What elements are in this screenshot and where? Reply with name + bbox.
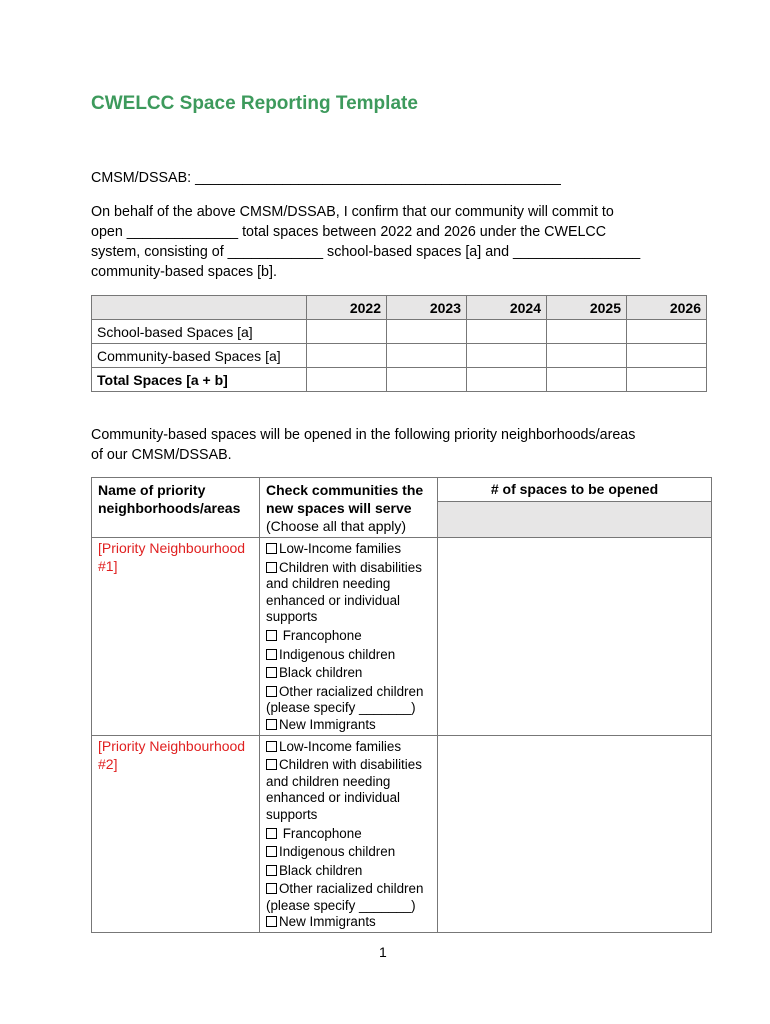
input-cell[interactable] bbox=[467, 320, 547, 344]
spaces-input-cell[interactable] bbox=[438, 735, 712, 933]
checkbox-icon[interactable] bbox=[266, 865, 277, 876]
col-header-spaces: # of spaces to be opened bbox=[438, 478, 712, 502]
checkbox-icon[interactable] bbox=[266, 686, 277, 697]
input-cell[interactable] bbox=[307, 344, 387, 368]
community-options bbox=[260, 735, 438, 933]
checkbox-icon[interactable] bbox=[266, 741, 277, 752]
spaces-input-cell[interactable] bbox=[438, 538, 712, 736]
option-new-immigrants[interactable]: New Immigrants bbox=[266, 717, 431, 734]
input-cell[interactable] bbox=[387, 320, 467, 344]
option-disabilities[interactable]: Children with disabilities and children needing enhanced or individual supports bbox=[266, 757, 422, 822]
input-cell[interactable] bbox=[627, 368, 707, 392]
input-cell[interactable] bbox=[547, 344, 627, 368]
intro-line: system, consisting of ____________ school-based spaces [a] and ________________ bbox=[91, 244, 641, 260]
row-label: School-based Spaces [a] bbox=[92, 320, 307, 344]
neighbourhood-name: [Priority Neighbourhood #2] bbox=[92, 735, 260, 933]
input-cell[interactable] bbox=[467, 344, 547, 368]
checkbox-icon[interactable] bbox=[266, 759, 277, 770]
option-black[interactable]: Black children bbox=[266, 665, 431, 682]
intro-line: open ______________ total spaces between 2022 and 2026 under the CWELCC bbox=[91, 224, 607, 240]
row-label: Community-based Spaces [a] bbox=[92, 344, 307, 368]
priority-intro-line: Community-based spaces will be opened in the following priority neighborhoods/areas bbox=[91, 427, 636, 443]
checkbox-icon[interactable] bbox=[266, 916, 277, 927]
page-title: CWELCC Space Reporting Template bbox=[91, 93, 418, 114]
checkbox-icon[interactable] bbox=[266, 630, 277, 641]
intro-line: community-based spaces [b]. bbox=[91, 264, 277, 280]
option-other-racialized[interactable]: Other racialized children (please specify _______) bbox=[266, 683, 424, 716]
year-header: 2026 bbox=[627, 296, 707, 320]
table-row bbox=[92, 320, 707, 344]
checkbox-icon[interactable] bbox=[266, 667, 277, 678]
input-cell[interactable] bbox=[307, 368, 387, 392]
cmsm-dssab-line: CMSM/DSSAB: ______________________________________________ bbox=[91, 170, 561, 186]
input-cell[interactable] bbox=[467, 368, 547, 392]
spaces-table bbox=[91, 295, 707, 392]
option-black[interactable]: Black children bbox=[266, 863, 431, 880]
input-cell[interactable] bbox=[387, 344, 467, 368]
option-low-income[interactable]: Low-Income families bbox=[266, 739, 431, 756]
year-header: 2022 bbox=[307, 296, 387, 320]
input-cell[interactable] bbox=[627, 344, 707, 368]
year-header: 2024 bbox=[467, 296, 547, 320]
input-cell[interactable] bbox=[547, 320, 627, 344]
col-header-communities-note: (Choose all that apply) bbox=[266, 518, 407, 534]
table-row bbox=[92, 368, 707, 392]
col-header-communities-title: Check communities the new spaces will serve bbox=[266, 482, 424, 516]
input-cell[interactable] bbox=[627, 320, 707, 344]
checkbox-icon[interactable] bbox=[266, 719, 277, 730]
page-number: 1 bbox=[379, 944, 387, 960]
neighbourhood-name: [Priority Neighbourhood #1] bbox=[92, 538, 260, 736]
checkbox-icon[interactable] bbox=[266, 883, 277, 894]
col-header-name: Name of priority neighborhoods/areas bbox=[92, 478, 260, 538]
row-label: Total Spaces [a + b] bbox=[92, 368, 307, 392]
year-header: 2023 bbox=[387, 296, 467, 320]
priority-intro-line: of our CMSM/DSSAB. bbox=[91, 447, 232, 463]
col-header-communities bbox=[260, 478, 438, 538]
table-row bbox=[92, 735, 712, 933]
option-francophone[interactable]: Francophone bbox=[266, 628, 431, 645]
checkbox-icon[interactable] bbox=[266, 846, 277, 857]
priority-intro bbox=[91, 425, 711, 465]
option-indigenous[interactable]: Indigenous children bbox=[266, 844, 431, 861]
year-header: 2025 bbox=[547, 296, 627, 320]
community-options bbox=[260, 538, 438, 736]
option-disabilities[interactable]: Children with disabilities and children needing enhanced or individual supports bbox=[266, 559, 422, 625]
option-francophone[interactable]: Francophone bbox=[266, 826, 431, 843]
priority-header-row bbox=[92, 478, 712, 502]
input-cell[interactable] bbox=[307, 320, 387, 344]
checkbox-icon[interactable] bbox=[266, 543, 277, 554]
spaces-header-row bbox=[92, 296, 707, 320]
table-row bbox=[92, 344, 707, 368]
option-new-immigrants[interactable]: New Immigrants bbox=[266, 914, 431, 931]
input-cell[interactable] bbox=[547, 368, 627, 392]
checkbox-icon[interactable] bbox=[266, 562, 277, 573]
table-row bbox=[92, 538, 712, 736]
intro-line: On behalf of the above CMSM/DSSAB, I confirm that our community will commit to bbox=[91, 204, 614, 220]
option-indigenous[interactable]: Indigenous children bbox=[266, 647, 431, 664]
checkbox-icon[interactable] bbox=[266, 828, 277, 839]
option-other-racialized[interactable]: Other racialized children (please specify _______) bbox=[266, 881, 424, 913]
input-cell[interactable] bbox=[387, 368, 467, 392]
intro-paragraph bbox=[91, 202, 711, 282]
checkbox-icon[interactable] bbox=[266, 649, 277, 660]
priority-table bbox=[91, 477, 712, 933]
header-shaded-cell bbox=[438, 501, 712, 537]
header-empty-cell bbox=[92, 296, 307, 320]
option-low-income[interactable]: Low-Income families bbox=[266, 541, 431, 558]
